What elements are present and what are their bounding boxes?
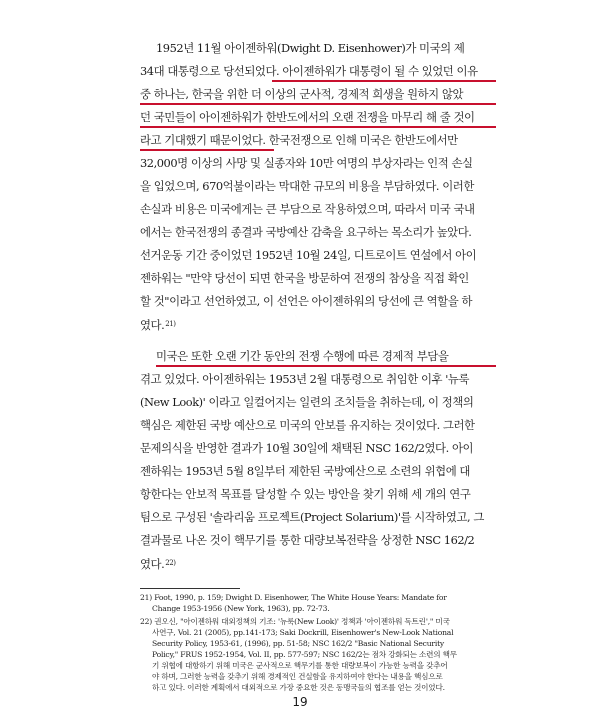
footnote-22-line: 22) 권오신, "아이젠하워 대외정책의 기조: '뉴룩(New Look)' 정책과 '아이젠하워 독트린'," 미국 — [140, 617, 450, 626]
body-line-text: 였다. — [140, 557, 165, 571]
body-line: (New Look)' 이라고 일컬어지는 일련의 조치들을 취하는데, 이 정책의 — [140, 395, 474, 409]
body-line: 결과물로 나온 것이 핵무기를 통한 대량보복전략을 상정한 NSC 162/2 — [140, 533, 475, 547]
red-underline — [140, 103, 496, 105]
body-line: 젠하워는 1953년 5월 8일부터 제한된 국방예산으로 소련의 위협에 대 — [140, 464, 470, 478]
footnote-ref-21[interactable]: 21) — [165, 320, 176, 328]
footnote-22-line: Security Policy, 1953-61, (1996), pp. 51-58; NSC 162/2 "Basic National Security — [152, 639, 445, 648]
red-underline — [156, 365, 496, 367]
footnote-22-line: 야 하며, 그러한 능력을 갖추기 위해 경제적인 건실함을 유지하여야 한다는 내용을 핵심으로 — [152, 672, 443, 681]
red-underline — [140, 149, 274, 151]
body-line: 던 국민들이 아이젠하워가 한반도에서의 오랜 전쟁을 마무리 해 줄 것이 — [140, 110, 475, 124]
body-line: 미국은 또한 오랜 기간 동안의 전쟁 수행에 따른 경제적 부담을 — [156, 349, 449, 363]
body-line: 중 하나는, 한국을 위한 더 이상의 군사적, 경제적 희생을 원하지 않았 — [140, 87, 463, 101]
body-line: 항한다는 안보적 목표를 달성할 수 있는 방안을 찾기 위해 세 개의 연구 — [140, 487, 471, 501]
body-line: 34대 대통령으로 당선되었다. 아이젠하워가 대통령이 될 수 있었던 이유 — [140, 64, 478, 78]
body-line: 겪고 있었다. 아이젠하워는 1953년 2월 대통령으로 취임한 이후 '뉴룩 — [140, 372, 470, 386]
body-line: 할 것"이라고 선언하였고, 이 선언은 아이젠하워의 당선에 큰 역할을 하 — [140, 294, 472, 308]
body-line: 1952년 11월 아이젠하워(Dwight D. Eisenhower)가 미국의 제 — [156, 41, 465, 55]
footnote-rule — [140, 588, 240, 589]
body-line-text: 였다. — [140, 318, 165, 332]
red-underline — [272, 80, 496, 82]
body-line: 손실과 비용은 미국에게는 큰 부담으로 작용하였으며, 따라서 미국 국내 — [140, 202, 475, 216]
page-number: 19 — [292, 695, 308, 709]
body-line: 32,000명 이상의 사망 및 실종자와 10만 여명의 부상자라는 인적 손실 — [140, 156, 473, 170]
footnote-22-line: 사연구, Vol. 21 (2005), pp.141-173; Saki Dockrill, Eisenhower's New-Look National — [152, 628, 454, 637]
body-line: 선거운동 기간 중이었던 1952년 10월 24일, 디트로이트 연설에서 아이 — [140, 248, 477, 262]
body-line: 을 입었으며, 670억불이라는 막대한 규모의 비용을 부담하였다. 이러한 — [140, 179, 474, 193]
body-line: 에서는 한국전쟁의 종결과 국방예산 감축을 요구하는 목소리가 높았다. — [140, 225, 472, 239]
footnote-22-line: Policy," FRUS 1952-1954, Vol. II, pp. 577-597; NSC 162/2는 점차 강화되는 소련의 핵무 — [152, 650, 457, 659]
body-line: 팀으로 구성된 '솔라리움 프로젝트(Project Solarium)'를 시작하였고, 그 — [140, 510, 484, 524]
body-line: 라고 기대했기 때문이었다. 한국전쟁으로 인해 미국은 한반도에서만 — [140, 133, 458, 147]
body-line: 문제의식을 반영한 결과가 10월 30일에 채택된 NSC 162/2였다. 아이 — [140, 441, 474, 455]
body-line: 젠하워는 "만약 당선이 되면 한국을 방문하여 전쟁의 참상을 직접 확인 — [140, 271, 469, 285]
footnote-21-line: Change 1953-1956 (New York, 1963), pp. 72-73. — [152, 604, 330, 613]
body-line: 핵심은 제한된 국방 예산으로 미국의 안보를 유지하는 것이었다. 그러한 — [140, 418, 475, 432]
body-line — [140, 552, 176, 574]
red-underline — [140, 126, 496, 128]
footnote-22-line: 기 위협에 대항하기 위해 미국은 군사적으로 핵무기를 통한 대량보복이 가능한 능력을 갖추어 — [152, 661, 448, 670]
footnote-ref-22[interactable]: 22) — [165, 559, 176, 567]
footnote-22-line: 하고 있다. 이러한 계획에서 대외적으로 가장 중요한 것은 동맹국들의 협조를 얻는 것이었다. — [152, 683, 445, 692]
body-line — [140, 313, 176, 335]
footnote-21-line: 21) Foot, 1990, p. 159; Dwight D. Eisenhower, The White House Years: Mandate for — [140, 593, 447, 602]
